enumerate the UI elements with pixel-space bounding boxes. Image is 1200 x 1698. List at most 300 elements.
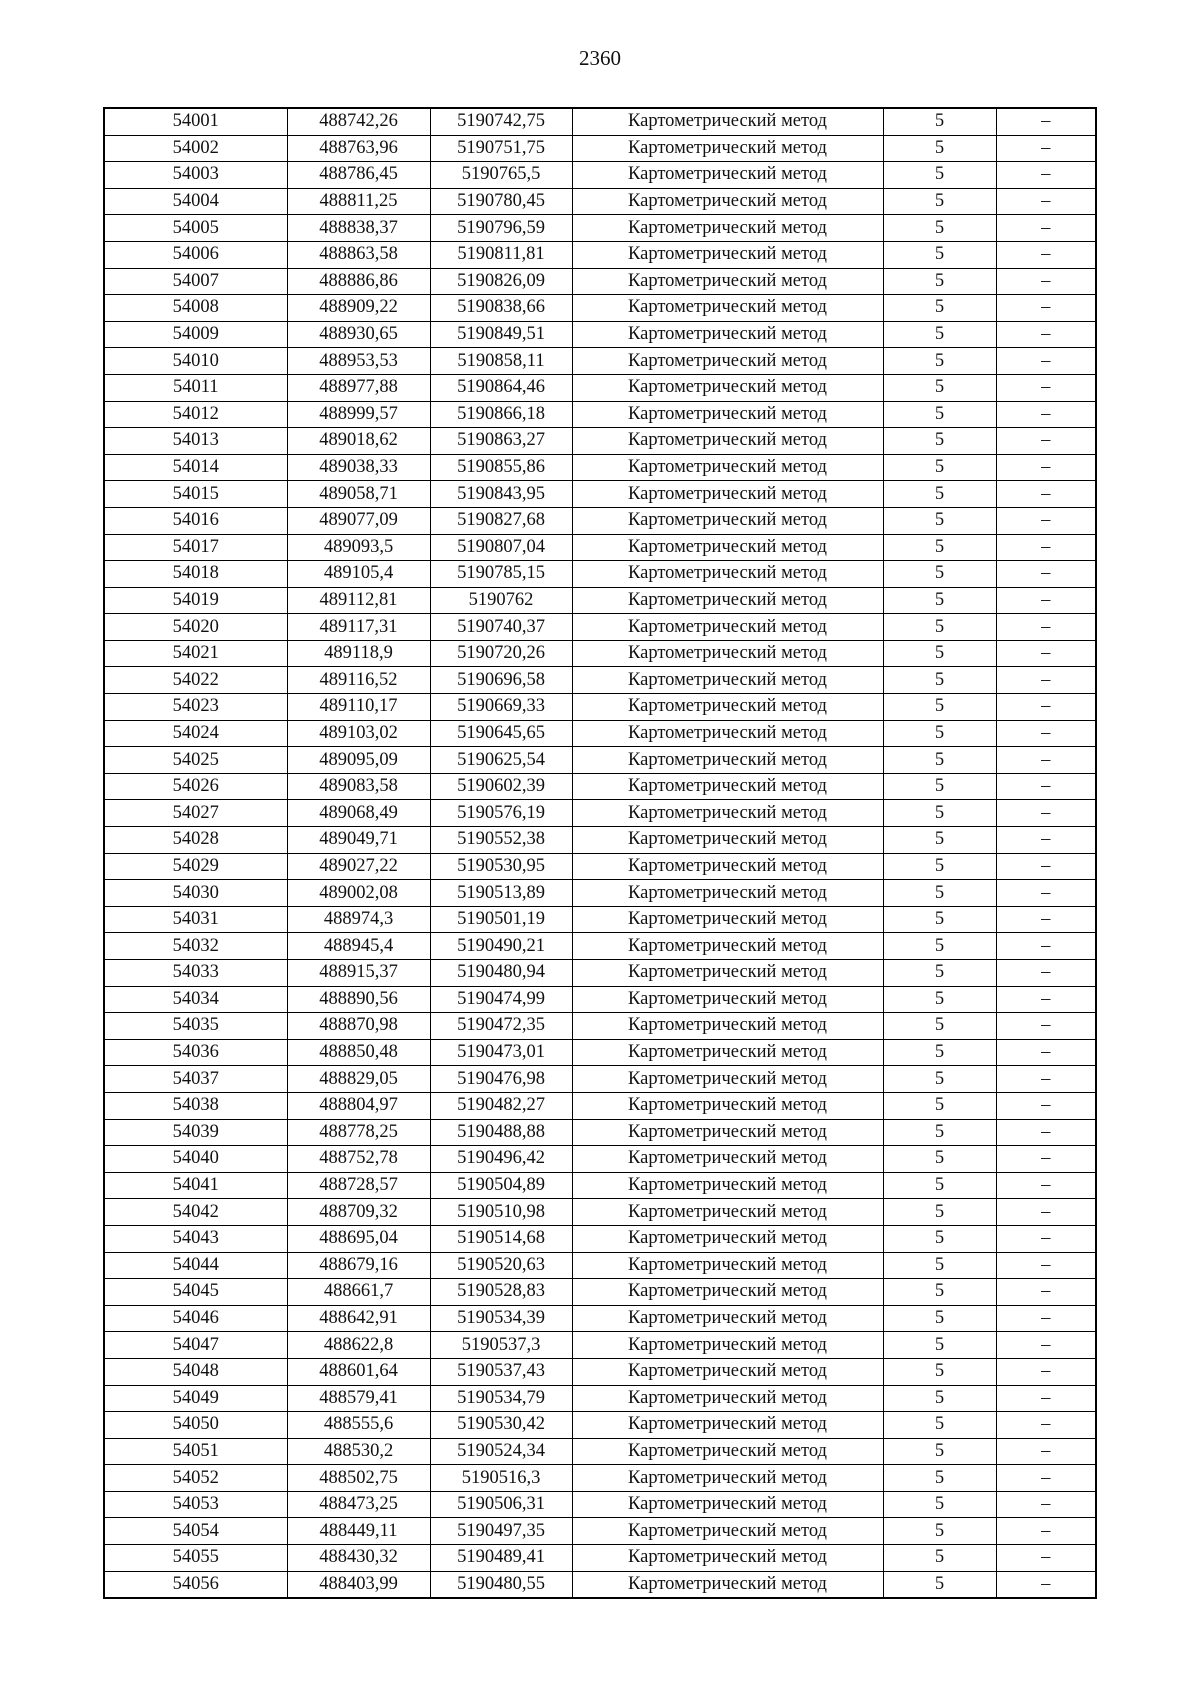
table-row [104, 773, 1096, 800]
note-cell: – [996, 1491, 1096, 1518]
accuracy-cell: 5 [883, 1491, 996, 1518]
accuracy-cell: 5 [883, 1358, 996, 1385]
x-coordinate-cell: 488601,64 [287, 1358, 430, 1385]
note-cell: – [996, 268, 1096, 295]
accuracy-cell: 5 [883, 773, 996, 800]
table-row [104, 667, 1096, 694]
method-cell: Картометрический метод [572, 507, 883, 534]
x-coordinate-cell: 488886,86 [287, 268, 430, 295]
note-cell: – [996, 880, 1096, 907]
point-number-cell: 54029 [104, 853, 287, 880]
accuracy-cell: 5 [883, 1119, 996, 1146]
point-number-cell: 54031 [104, 906, 287, 933]
x-coordinate-cell: 488863,58 [287, 241, 430, 268]
method-cell: Картометрический метод [572, 1491, 883, 1518]
note-cell: – [996, 1412, 1096, 1439]
table-row [104, 1252, 1096, 1279]
x-coordinate-cell: 488403,99 [287, 1571, 430, 1598]
y-coordinate-cell: 5190501,19 [430, 906, 572, 933]
accuracy-cell: 5 [883, 1039, 996, 1066]
note-cell: – [996, 162, 1096, 189]
method-cell: Картометрический метод [572, 827, 883, 854]
table-row [104, 800, 1096, 827]
table-row [104, 534, 1096, 561]
point-number-cell: 54023 [104, 694, 287, 721]
x-coordinate-cell: 488838,37 [287, 215, 430, 242]
note-cell: – [996, 1358, 1096, 1385]
x-coordinate-cell: 488930,65 [287, 321, 430, 348]
method-cell: Картометрический метод [572, 428, 883, 455]
method-cell: Картометрический метод [572, 321, 883, 348]
note-cell: – [996, 1199, 1096, 1226]
method-cell: Картометрический метод [572, 1332, 883, 1359]
point-number-cell: 54032 [104, 933, 287, 960]
x-coordinate-cell: 488778,25 [287, 1119, 430, 1146]
table-row [104, 241, 1096, 268]
y-coordinate-cell: 5190514,68 [430, 1225, 572, 1252]
y-coordinate-cell: 5190480,55 [430, 1571, 572, 1598]
point-number-cell: 54010 [104, 348, 287, 375]
accuracy-cell: 5 [883, 1465, 996, 1492]
method-cell: Картометрический метод [572, 1066, 883, 1093]
table-row [104, 587, 1096, 614]
method-cell: Картометрический метод [572, 720, 883, 747]
x-coordinate-cell: 488709,32 [287, 1199, 430, 1226]
method-cell: Картометрический метод [572, 108, 883, 135]
note-cell: – [996, 614, 1096, 641]
method-cell: Картометрический метод [572, 1358, 883, 1385]
table-row [104, 720, 1096, 747]
accuracy-cell: 5 [883, 933, 996, 960]
x-coordinate-cell: 488622,8 [287, 1332, 430, 1359]
note-cell: – [996, 933, 1096, 960]
accuracy-cell: 5 [883, 614, 996, 641]
note-cell: – [996, 1305, 1096, 1332]
method-cell: Картометрический метод [572, 348, 883, 375]
note-cell: – [996, 428, 1096, 455]
y-coordinate-cell: 5190855,86 [430, 454, 572, 481]
x-coordinate-cell: 488945,4 [287, 933, 430, 960]
note-cell: – [996, 906, 1096, 933]
accuracy-cell: 5 [883, 481, 996, 508]
note-cell: – [996, 720, 1096, 747]
method-cell: Картометрический метод [572, 986, 883, 1013]
method-cell: Картометрический метод [572, 1119, 883, 1146]
accuracy-cell: 5 [883, 694, 996, 721]
y-coordinate-cell: 5190473,01 [430, 1039, 572, 1066]
coordinates-table-body [104, 108, 1096, 1598]
table-row [104, 853, 1096, 880]
method-cell: Картометрический метод [572, 640, 883, 667]
y-coordinate-cell: 5190489,41 [430, 1545, 572, 1572]
table-row [104, 215, 1096, 242]
y-coordinate-cell: 5190838,66 [430, 295, 572, 322]
accuracy-cell: 5 [883, 587, 996, 614]
y-coordinate-cell: 5190506,31 [430, 1491, 572, 1518]
table-row [104, 1491, 1096, 1518]
y-coordinate-cell: 5190520,63 [430, 1252, 572, 1279]
x-coordinate-cell: 488742,26 [287, 108, 430, 135]
method-cell: Картометрический метод [572, 1438, 883, 1465]
point-number-cell: 54054 [104, 1518, 287, 1545]
accuracy-cell: 5 [883, 215, 996, 242]
y-coordinate-cell: 5190476,98 [430, 1066, 572, 1093]
accuracy-cell: 5 [883, 1199, 996, 1226]
y-coordinate-cell: 5190496,42 [430, 1146, 572, 1173]
point-number-cell: 54052 [104, 1465, 287, 1492]
y-coordinate-cell: 5190864,46 [430, 374, 572, 401]
x-coordinate-cell: 488999,57 [287, 401, 430, 428]
note-cell: – [996, 1146, 1096, 1173]
y-coordinate-cell: 5190849,51 [430, 321, 572, 348]
y-coordinate-cell: 5190858,11 [430, 348, 572, 375]
y-coordinate-cell: 5190510,98 [430, 1199, 572, 1226]
method-cell: Картометрический метод [572, 162, 883, 189]
table-row [104, 1412, 1096, 1439]
x-coordinate-cell: 489118,9 [287, 640, 430, 667]
accuracy-cell: 5 [883, 1172, 996, 1199]
accuracy-cell: 5 [883, 667, 996, 694]
x-coordinate-cell: 488909,22 [287, 295, 430, 322]
note-cell: – [996, 960, 1096, 987]
x-coordinate-cell: 489077,09 [287, 507, 430, 534]
method-cell: Картометрический метод [572, 1385, 883, 1412]
note-cell: – [996, 747, 1096, 774]
accuracy-cell: 5 [883, 268, 996, 295]
x-coordinate-cell: 488763,96 [287, 135, 430, 162]
x-coordinate-cell: 488811,25 [287, 188, 430, 215]
note-cell: – [996, 215, 1096, 242]
x-coordinate-cell: 488473,25 [287, 1491, 430, 1518]
table-row [104, 1146, 1096, 1173]
x-coordinate-cell: 488449,11 [287, 1518, 430, 1545]
method-cell: Картометрический метод [572, 1279, 883, 1306]
y-coordinate-cell: 5190625,54 [430, 747, 572, 774]
method-cell: Картометрический метод [572, 933, 883, 960]
y-coordinate-cell: 5190742,75 [430, 108, 572, 135]
point-number-cell: 54005 [104, 215, 287, 242]
x-coordinate-cell: 488829,05 [287, 1066, 430, 1093]
point-number-cell: 54036 [104, 1039, 287, 1066]
point-number-cell: 54051 [104, 1438, 287, 1465]
y-coordinate-cell: 5190765,5 [430, 162, 572, 189]
table-row [104, 827, 1096, 854]
accuracy-cell: 5 [883, 1412, 996, 1439]
method-cell: Картометрический метод [572, 241, 883, 268]
method-cell: Картометрический метод [572, 800, 883, 827]
note-cell: – [996, 534, 1096, 561]
table-row [104, 401, 1096, 428]
accuracy-cell: 5 [883, 1225, 996, 1252]
method-cell: Картометрический метод [572, 1545, 883, 1572]
note-cell: – [996, 561, 1096, 588]
point-number-cell: 54011 [104, 374, 287, 401]
note-cell: – [996, 321, 1096, 348]
y-coordinate-cell: 5190504,89 [430, 1172, 572, 1199]
table-row [104, 747, 1096, 774]
table-row [104, 1279, 1096, 1306]
note-cell: – [996, 295, 1096, 322]
table-row [104, 1119, 1096, 1146]
accuracy-cell: 5 [883, 428, 996, 455]
method-cell: Картометрический метод [572, 1465, 883, 1492]
method-cell: Картометрический метод [572, 587, 883, 614]
y-coordinate-cell: 5190780,45 [430, 188, 572, 215]
note-cell: – [996, 986, 1096, 1013]
note-cell: – [996, 1225, 1096, 1252]
accuracy-cell: 5 [883, 1305, 996, 1332]
method-cell: Картометрический метод [572, 960, 883, 987]
table-row [104, 1518, 1096, 1545]
x-coordinate-cell: 489105,4 [287, 561, 430, 588]
table-row [104, 135, 1096, 162]
note-cell: – [996, 587, 1096, 614]
table-row [104, 640, 1096, 667]
note-cell: – [996, 374, 1096, 401]
x-coordinate-cell: 488661,7 [287, 1279, 430, 1306]
x-coordinate-cell: 489038,33 [287, 454, 430, 481]
note-cell: – [996, 1039, 1096, 1066]
point-number-cell: 54002 [104, 135, 287, 162]
x-coordinate-cell: 488890,56 [287, 986, 430, 1013]
y-coordinate-cell: 5190696,58 [430, 667, 572, 694]
point-number-cell: 54004 [104, 188, 287, 215]
point-number-cell: 54045 [104, 1279, 287, 1306]
accuracy-cell: 5 [883, 880, 996, 907]
x-coordinate-cell: 489058,71 [287, 481, 430, 508]
table-row [104, 295, 1096, 322]
point-number-cell: 54020 [104, 614, 287, 641]
y-coordinate-cell: 5190530,42 [430, 1412, 572, 1439]
table-row [104, 348, 1096, 375]
accuracy-cell: 5 [883, 827, 996, 854]
x-coordinate-cell: 489110,17 [287, 694, 430, 721]
method-cell: Картометрический метод [572, 747, 883, 774]
table-row [104, 374, 1096, 401]
point-number-cell: 54049 [104, 1385, 287, 1412]
point-number-cell: 54030 [104, 880, 287, 907]
note-cell: – [996, 1571, 1096, 1598]
accuracy-cell: 5 [883, 1092, 996, 1119]
table-row [104, 694, 1096, 721]
method-cell: Картометрический метод [572, 694, 883, 721]
x-coordinate-cell: 488953,53 [287, 348, 430, 375]
point-number-cell: 54019 [104, 587, 287, 614]
method-cell: Картометрический метод [572, 454, 883, 481]
x-coordinate-cell: 488679,16 [287, 1252, 430, 1279]
note-cell: – [996, 108, 1096, 135]
y-coordinate-cell: 5190751,75 [430, 135, 572, 162]
method-cell: Картометрический метод [572, 1199, 883, 1226]
table-row [104, 162, 1096, 189]
note-cell: – [996, 188, 1096, 215]
y-coordinate-cell: 5190669,33 [430, 694, 572, 721]
method-cell: Картометрический метод [572, 1146, 883, 1173]
point-number-cell: 54050 [104, 1412, 287, 1439]
point-number-cell: 54001 [104, 108, 287, 135]
table-row [104, 1092, 1096, 1119]
y-coordinate-cell: 5190534,39 [430, 1305, 572, 1332]
accuracy-cell: 5 [883, 960, 996, 987]
accuracy-cell: 5 [883, 162, 996, 189]
x-coordinate-cell: 488728,57 [287, 1172, 430, 1199]
table-row [104, 321, 1096, 348]
note-cell: – [996, 348, 1096, 375]
x-coordinate-cell: 488850,48 [287, 1039, 430, 1066]
table-row [104, 1332, 1096, 1359]
note-cell: – [996, 401, 1096, 428]
y-coordinate-cell: 5190552,38 [430, 827, 572, 854]
method-cell: Картометрический метод [572, 773, 883, 800]
table-row [104, 268, 1096, 295]
y-coordinate-cell: 5190490,21 [430, 933, 572, 960]
method-cell: Картометрический метод [572, 1013, 883, 1040]
y-coordinate-cell: 5190826,09 [430, 268, 572, 295]
accuracy-cell: 5 [883, 906, 996, 933]
note-cell: – [996, 1252, 1096, 1279]
point-number-cell: 54034 [104, 986, 287, 1013]
x-coordinate-cell: 488530,2 [287, 1438, 430, 1465]
method-cell: Картометрический метод [572, 1412, 883, 1439]
note-cell: – [996, 1332, 1096, 1359]
method-cell: Картометрический метод [572, 1039, 883, 1066]
table-row [104, 1358, 1096, 1385]
x-coordinate-cell: 488642,91 [287, 1305, 430, 1332]
y-coordinate-cell: 5190537,43 [430, 1358, 572, 1385]
method-cell: Картометрический метод [572, 188, 883, 215]
method-cell: Картометрический метод [572, 667, 883, 694]
x-coordinate-cell: 489103,02 [287, 720, 430, 747]
y-coordinate-cell: 5190480,94 [430, 960, 572, 987]
y-coordinate-cell: 5190516,3 [430, 1465, 572, 1492]
table-row [104, 481, 1096, 508]
point-number-cell: 54015 [104, 481, 287, 508]
y-coordinate-cell: 5190720,26 [430, 640, 572, 667]
accuracy-cell: 5 [883, 561, 996, 588]
x-coordinate-cell: 489095,09 [287, 747, 430, 774]
accuracy-cell: 5 [883, 534, 996, 561]
x-coordinate-cell: 488974,3 [287, 906, 430, 933]
accuracy-cell: 5 [883, 1146, 996, 1173]
note-cell: – [996, 853, 1096, 880]
x-coordinate-cell: 488977,88 [287, 374, 430, 401]
point-number-cell: 54038 [104, 1092, 287, 1119]
accuracy-cell: 5 [883, 241, 996, 268]
accuracy-cell: 5 [883, 454, 996, 481]
method-cell: Картометрический метод [572, 880, 883, 907]
y-coordinate-cell: 5190513,89 [430, 880, 572, 907]
note-cell: – [996, 773, 1096, 800]
note-cell: – [996, 135, 1096, 162]
point-number-cell: 54046 [104, 1305, 287, 1332]
table-row [104, 1305, 1096, 1332]
note-cell: – [996, 1279, 1096, 1306]
method-cell: Картометрический метод [572, 215, 883, 242]
method-cell: Картометрический метод [572, 1571, 883, 1598]
y-coordinate-cell: 5190863,27 [430, 428, 572, 455]
point-number-cell: 54003 [104, 162, 287, 189]
method-cell: Картометрический метод [572, 481, 883, 508]
note-cell: – [996, 507, 1096, 534]
point-number-cell: 54028 [104, 827, 287, 854]
method-cell: Картометрический метод [572, 534, 883, 561]
y-coordinate-cell: 5190740,37 [430, 614, 572, 641]
point-number-cell: 54037 [104, 1066, 287, 1093]
note-cell: – [996, 454, 1096, 481]
page-number: 2360 [579, 46, 621, 70]
y-coordinate-cell: 5190785,15 [430, 561, 572, 588]
x-coordinate-cell: 489027,22 [287, 853, 430, 880]
table-row [104, 1225, 1096, 1252]
accuracy-cell: 5 [883, 853, 996, 880]
table-row [104, 188, 1096, 215]
y-coordinate-cell: 5190576,19 [430, 800, 572, 827]
y-coordinate-cell: 5190602,39 [430, 773, 572, 800]
point-number-cell: 54018 [104, 561, 287, 588]
table-row [104, 1172, 1096, 1199]
accuracy-cell: 5 [883, 1518, 996, 1545]
table-row [104, 561, 1096, 588]
point-number-cell: 54013 [104, 428, 287, 455]
accuracy-cell: 5 [883, 800, 996, 827]
note-cell: – [996, 1438, 1096, 1465]
y-coordinate-cell: 5190645,65 [430, 720, 572, 747]
accuracy-cell: 5 [883, 986, 996, 1013]
table-row [104, 1438, 1096, 1465]
table-row [104, 986, 1096, 1013]
point-number-cell: 54025 [104, 747, 287, 774]
accuracy-cell: 5 [883, 747, 996, 774]
table-row [104, 906, 1096, 933]
point-number-cell: 54040 [104, 1146, 287, 1173]
point-number-cell: 54007 [104, 268, 287, 295]
table-row [104, 1013, 1096, 1040]
x-coordinate-cell: 488870,98 [287, 1013, 430, 1040]
point-number-cell: 54017 [104, 534, 287, 561]
method-cell: Картометрический метод [572, 1092, 883, 1119]
coordinates-table [103, 107, 1097, 1599]
accuracy-cell: 5 [883, 1332, 996, 1359]
y-coordinate-cell: 5190796,59 [430, 215, 572, 242]
accuracy-cell: 5 [883, 720, 996, 747]
point-number-cell: 54012 [104, 401, 287, 428]
y-coordinate-cell: 5190807,04 [430, 534, 572, 561]
x-coordinate-cell: 489068,49 [287, 800, 430, 827]
point-number-cell: 54039 [104, 1119, 287, 1146]
y-coordinate-cell: 5190472,35 [430, 1013, 572, 1040]
point-number-cell: 54024 [104, 720, 287, 747]
note-cell: – [996, 800, 1096, 827]
point-number-cell: 54022 [104, 667, 287, 694]
x-coordinate-cell: 488502,75 [287, 1465, 430, 1492]
accuracy-cell: 5 [883, 108, 996, 135]
note-cell: – [996, 1119, 1096, 1146]
table-row [104, 1571, 1096, 1598]
accuracy-cell: 5 [883, 295, 996, 322]
point-number-cell: 54055 [104, 1545, 287, 1572]
accuracy-cell: 5 [883, 1013, 996, 1040]
table-row [104, 1199, 1096, 1226]
accuracy-cell: 5 [883, 321, 996, 348]
method-cell: Картометрический метод [572, 1305, 883, 1332]
x-coordinate-cell: 488695,04 [287, 1225, 430, 1252]
method-cell: Картометрический метод [572, 268, 883, 295]
accuracy-cell: 5 [883, 188, 996, 215]
note-cell: – [996, 694, 1096, 721]
x-coordinate-cell: 488752,78 [287, 1146, 430, 1173]
table-row [104, 108, 1096, 135]
accuracy-cell: 5 [883, 348, 996, 375]
